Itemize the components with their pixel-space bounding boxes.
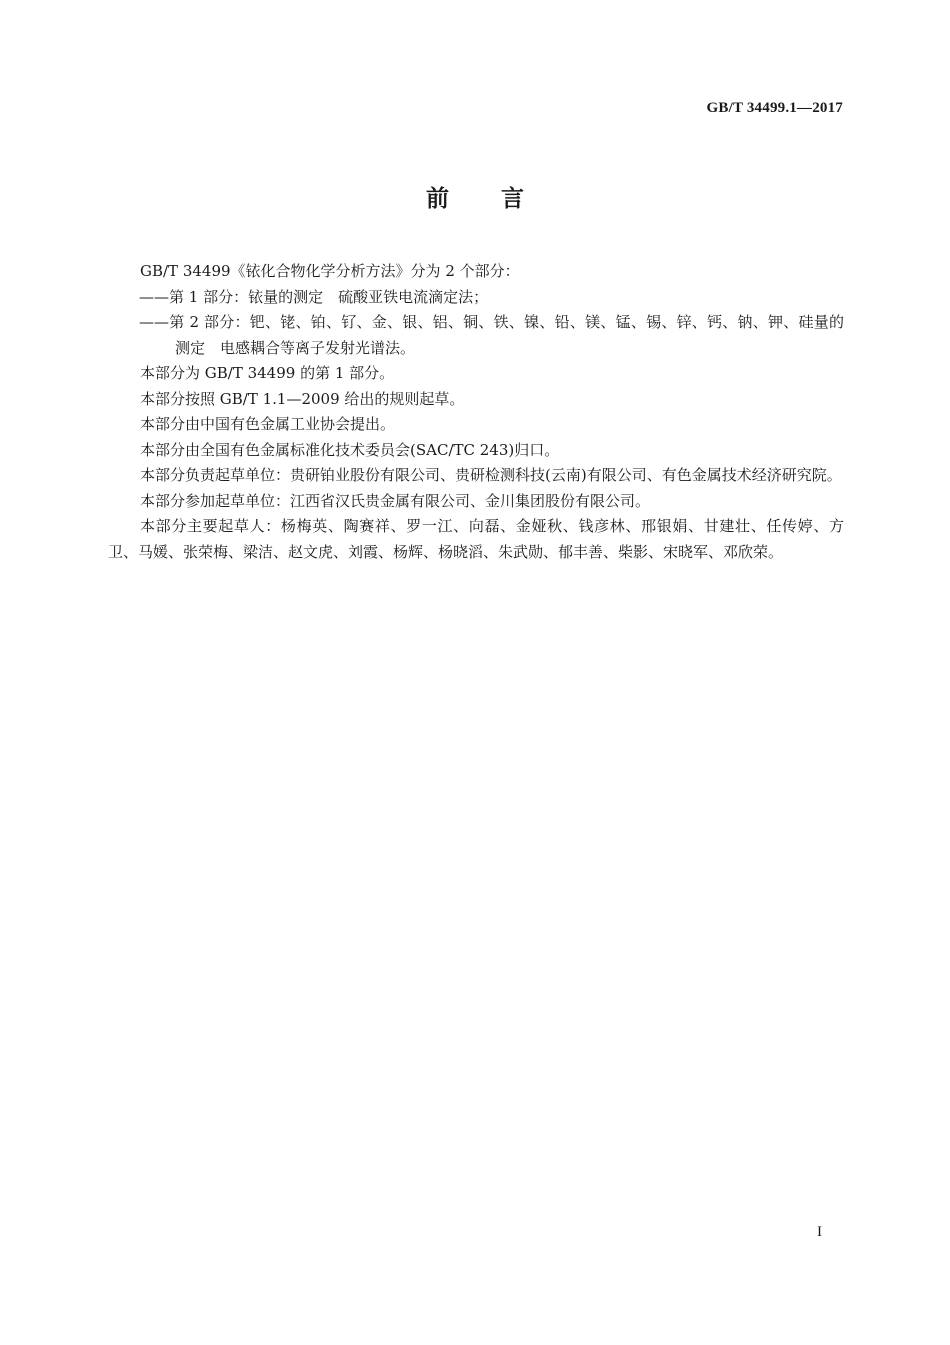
- participating-drafters-paragraph: 本部分参加起草单位：江西省汉氏贵金属有限公司、金川集团股份有限公司。: [140, 491, 651, 510]
- standard-code-header: GB/T 34499.1—2017: [706, 100, 843, 116]
- responsible-drafters-paragraph: 本部分负责起草单位：贵研铂业股份有限公司、贵研检测科技(云南)有限公司、有色金属技术经济研究院。: [140, 466, 842, 484]
- proposer-paragraph: 本部分由中国有色金属工业协会提出。: [140, 415, 396, 433]
- page-title: 前言: [426, 186, 576, 212]
- main-drafters-paragraph: 本部分主要起草人：杨梅英、陶赛祥、罗一江、向磊、金娅秋、钱彦林、邢银娟、甘建壮、任传婷、方卫、马媛、张荣梅、梁洁、赵文虎、刘霞、杨辉、杨晓滔、朱武勋、郁丰善、柴影、宋晓军、邓欣荣。: [108, 517, 844, 561]
- preface-intro-paragraph: GB/T 34499《铱化合物化学分析方法》分为 2 个部分：: [140, 262, 520, 280]
- part-2-list-item: ——第 2 部分：钯、铑、铂、钌、金、银、铝、铜、铁、镍、铅、镁、锰、锡、锌、钙、钠、钾、硅量的测定 电感耦合等离子发射光谱法。: [139, 313, 844, 357]
- part-statement-paragraph: 本部分为 GB/T 34499 的第 1 部分。: [140, 364, 395, 382]
- drafting-rules-paragraph: 本部分按照 GB/T 1.1—2009 给出的规则起草。: [140, 389, 465, 408]
- preface-body: [108, 259, 844, 565]
- page-number: I: [817, 1224, 822, 1240]
- part-1-list-item: ——第 1 部分：铱量的测定 硫酸亚铁电流滴定法；: [139, 287, 489, 306]
- technical-committee-paragraph: 本部分由全国有色金属标准化技术委员会(SAC/TC 243)归口。: [140, 440, 560, 459]
